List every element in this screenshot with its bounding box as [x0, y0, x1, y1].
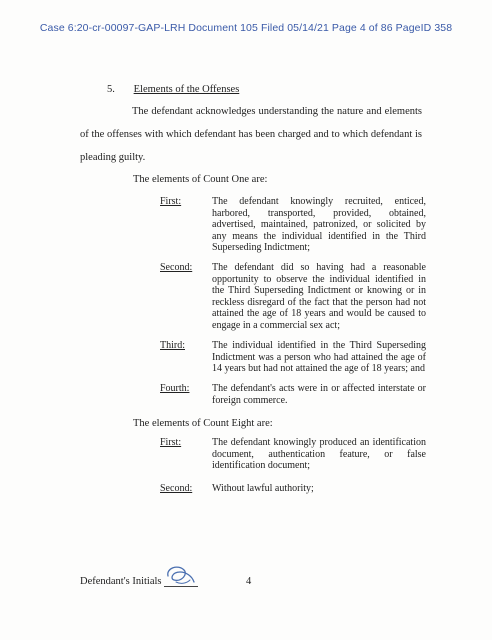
initials-label: Defendant's Initials: [80, 576, 162, 587]
intro-paragraph: [80, 100, 422, 169]
element-text: The individual identified in the Third Superseding Indictment was a person who had attained the age of 14 years but had not attained the age of 18 years; and: [212, 340, 426, 374]
element-label: Second:: [160, 483, 193, 494]
section-heading: [107, 84, 239, 95]
element-label: Third:: [160, 340, 185, 351]
initials-signature-icon: [164, 562, 198, 588]
count-one-heading: The elements of Count One are:: [133, 174, 268, 185]
element-text: The defendant did so having had a reasonable opportunity to observe the individual identified in the Third Superseding Indictment or knowing or in reckless disregard of the fact that the person had not attained the age of 18 years and would be caused to engage in a commercial sex act;: [212, 262, 426, 331]
section-title: Elements of the Offenses: [133, 84, 240, 95]
element-label: First:: [160, 437, 182, 448]
page-number: 4: [246, 576, 252, 587]
element-text: Without lawful authority;: [212, 483, 314, 494]
element-text: The defendant knowingly produced an identification document, authentication feature, or false identification document;: [212, 437, 426, 471]
initials-signature-line: [164, 586, 198, 587]
section-number: 5.: [107, 84, 115, 95]
case-header: Case 6:20-cr-00097-GAP-LRH Document 105 Filed 05/14/21 Page 4 of 86 PageID 358: [39, 22, 453, 34]
element-label: Second:: [160, 262, 193, 273]
element-label: First:: [160, 196, 182, 207]
count-eight-heading: The elements of Count Eight are:: [133, 418, 273, 429]
element-label: Fourth:: [160, 383, 190, 394]
element-text: The defendant knowingly recruited, enticed, harbored, transported, provided, obtained, advertised, maintained, patronized, or solicited by any means the individual identified in the Third Superseding Indictment;: [212, 196, 426, 253]
element-text: The defendant's acts were in or affected interstate or foreign commerce.: [212, 383, 426, 406]
intro-paragraph-text: The defendant acknowledges understanding the nature and elements of the offenses with which defendant has been charged and to which defendant is pleading guilty.: [80, 106, 422, 163]
